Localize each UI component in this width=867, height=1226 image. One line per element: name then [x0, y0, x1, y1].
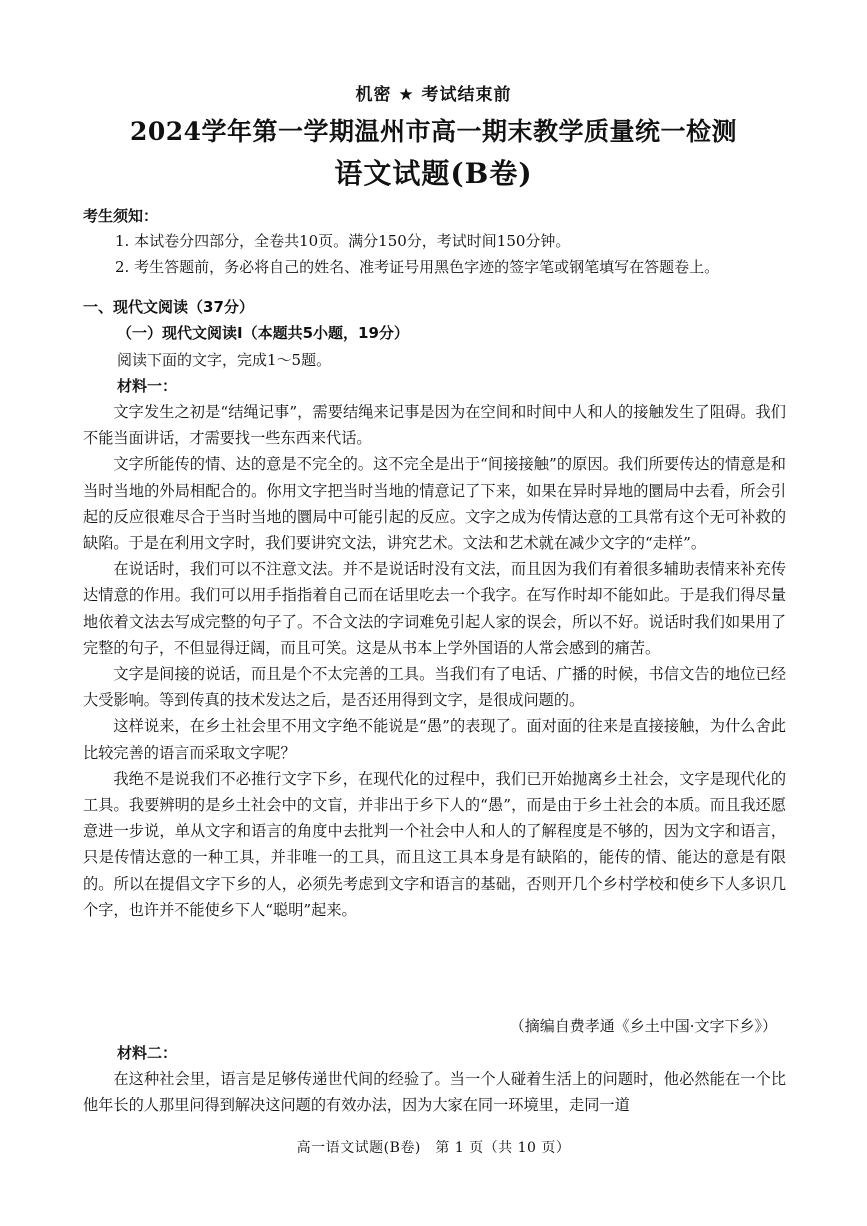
paragraph: 我绝不是说我们不必推行文字下乡，在现代化的过程中，我们已开始抛离乡土社会，文字是现代化的工具。我要辨明的是乡土社会中的文盲，并非出于乡下人的“愚”，而是由于乡土社会的本质。而且我还愿意进一步说，单从文字和语言的角度中去批判一个社会中人和人的了解程度是不够的，因为文字和语言，只是传情达意的一种工具，并非唯一的工具，而且这工具本身是有缺陷的，能传的情、能达的意是有限的。所以在提倡文字下乡的人，必须先考虑到文字和语言的基础，否则开几个乡村学校和使乡下人多识几个字，也许并不能使乡下人“聪明”起来。	[83, 769, 786, 919]
paragraph: 这样说来，在乡土社会里不用文字绝不能说是“愚”的表现了。面对面的往来是直接接触，为什么舍此比较完善的语言而采取文字呢？	[83, 717, 786, 762]
notice-item: 2. 考生答题前，务必将自己的姓名、准考证号用黑色字迹的签字笔或钢笔填写在答题卷上。	[115, 258, 720, 276]
notice-heading: 考生须知：	[83, 207, 159, 225]
exam-subtitle: 语文试题(B卷)	[334, 157, 533, 190]
source-citation: （摘编自费孝通《乡土中国·文字下乡》）	[509, 1017, 777, 1035]
paragraph: 文字所能传的情、达的意是不完全的。这不完全是出于“间接接触”的原因。我们所要传达的情意是和当时当地的外局相配合的。你用文字把当时当地的情意记了下来，如果在异时异地的圜局中去看，所会引起的反应很难尽合于当时当地的圜局中可能引起的反应。文字之成为传情达意的工具常有这个无可补救的缺陷。于是在利用文字时，我们要讲究文法，讲究艺术。文法和艺术就在减少文字的“走样”。	[83, 455, 786, 553]
paragraph: 在这种社会里，语言是足够传递世代间的经验了。当一个人碰着生活上的问题时，他必然能在一个比他年长的人那里问得到解决这问题的有效办法，因为大家在同一环境里，走同一道	[83, 1070, 786, 1115]
material-one-label: 材料一：	[117, 377, 178, 395]
paragraph: 文字发生之初是“结绳记事”，需要结绳来记事是因为在空间和时间中人和人的接触发生了阻碍。我们不能当面讲话，才需要找一些东西来代话。	[83, 403, 786, 448]
exam-title: 2024学年第一学期温州市高一期末教学质量统一检测	[129, 117, 738, 146]
page-footer: 高一语文试题(B卷) 第 1 页（共 10 页）	[296, 1140, 571, 1156]
notice-item: 1. 本试卷分四部分，全卷共10页。满分150分，考试时间150分钟。	[115, 232, 571, 250]
section-heading: 一、现代文阅读（37分）	[83, 298, 254, 316]
reading-instruction: 阅读下面的文字，完成1～5题。	[117, 351, 332, 369]
material-two-text	[83, 1066, 786, 1118]
paragraph: 文字是间接的说话，而且是个不太完善的工具。当我们有了电话、广播的时候，书信文告的地位已经大受影响。等到传真的技术发达之后，是否还用得到文字，是很成问题的。	[83, 665, 786, 710]
confidential-label: 机密 ★ 考试结束前	[355, 85, 512, 105]
material-two-label: 材料二：	[117, 1044, 178, 1062]
material-one-text	[83, 399, 786, 923]
paragraph: 在说话时，我们可以不注意文法。并不是说话时没有文法，而且因为我们有着很多辅助表情来补充传达情意的作用。我们可以用手指指着自己而在话里吃去一个我字。在写作时却不能如此。于是我们得尽量地依着文法去写成完整的句子了。不合文法的字词难免引起人家的误会，所以不好。说话时我们如果用了完整的句子，不但显得迂阔，而且可笑。这是从书本上学外国语的人常会感到的痛苦。	[83, 560, 786, 657]
subsection-heading: （一）现代文阅读Ⅰ（本题共5小题，19分）	[117, 324, 409, 342]
